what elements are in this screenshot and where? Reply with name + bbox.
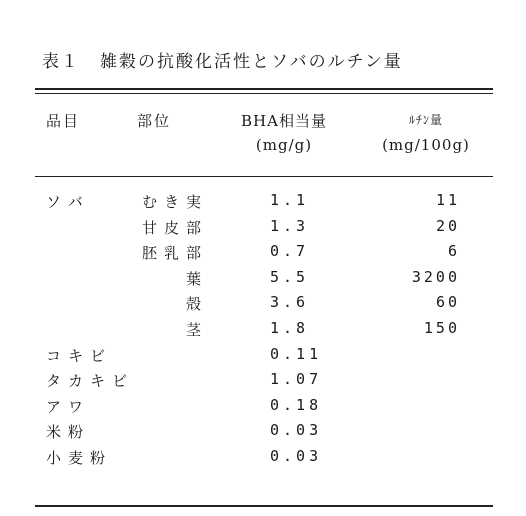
header-rutin-label: ﾙﾁﾝ量 bbox=[408, 113, 443, 127]
bha-cell: 0.7 bbox=[270, 242, 310, 261]
bha-cell: 0.03 bbox=[270, 421, 323, 440]
table-title: 雑穀の抗酸化活性とソバのルチン量 bbox=[100, 52, 403, 72]
top-rule-inner bbox=[35, 93, 493, 94]
bha-cell: 5.5 bbox=[270, 267, 310, 286]
rutin-cell: 20 bbox=[435, 216, 460, 235]
part-cell: 茎 bbox=[185, 321, 208, 339]
header-rutin-unit: (mg/100g) bbox=[382, 136, 470, 154]
item-cell: タカキビ bbox=[46, 372, 135, 391]
part-cell: 甘皮部 bbox=[141, 218, 208, 237]
part-cell: 葉 bbox=[185, 269, 208, 288]
bha-cell: 1.07 bbox=[270, 370, 323, 389]
part-cell: 殻 bbox=[185, 295, 208, 314]
bha-cell: 0.18 bbox=[270, 395, 323, 414]
header-part: 部位 bbox=[137, 112, 172, 130]
bha-cell: 1.3 bbox=[270, 216, 310, 235]
rutin-cell: 3200 bbox=[411, 267, 460, 286]
item-cell: 小麦粉 bbox=[46, 449, 113, 467]
item-cell: アワ bbox=[46, 397, 91, 416]
table-row bbox=[0, 421, 526, 445]
table-row bbox=[0, 447, 526, 471]
header-bha-unit: (mg/g) bbox=[255, 136, 313, 154]
bha-cell: 0.03 bbox=[270, 447, 323, 465]
bha-cell: 0.11 bbox=[270, 344, 323, 363]
rutin-cell: 6 bbox=[447, 242, 460, 261]
bha-cell: 1.1 bbox=[270, 191, 310, 209]
table-row bbox=[0, 345, 526, 369]
bha-cell: 3.6 bbox=[270, 293, 310, 312]
top-rule-outer bbox=[35, 88, 493, 90]
item-cell: ソバ bbox=[46, 193, 90, 211]
bottom-rule bbox=[35, 505, 493, 507]
header-rutin bbox=[372, 110, 480, 128]
part-cell: 胚乳部 bbox=[141, 244, 208, 263]
rutin-cell: 150 bbox=[423, 319, 460, 337]
table-row bbox=[0, 319, 526, 343]
table-caption bbox=[42, 47, 403, 72]
header-item: 品目 bbox=[46, 112, 81, 130]
table-row bbox=[0, 370, 526, 394]
table-number: 表１ bbox=[42, 52, 80, 72]
rutin-cell: 11 bbox=[435, 191, 460, 209]
item-cell: コキビ bbox=[46, 346, 113, 365]
table-row bbox=[0, 396, 526, 420]
table-row bbox=[0, 293, 526, 317]
header-rule bbox=[35, 176, 493, 177]
part-cell: むき実 bbox=[141, 193, 208, 211]
table-row bbox=[0, 268, 526, 292]
item-cell: 米粉 bbox=[46, 423, 91, 442]
header-bha: BHA相当量 bbox=[241, 112, 327, 130]
table-row bbox=[0, 242, 526, 266]
table-row bbox=[0, 191, 526, 215]
rutin-cell: 60 bbox=[435, 293, 460, 312]
bha-cell: 1.8 bbox=[270, 319, 310, 337]
table-row bbox=[0, 217, 526, 241]
